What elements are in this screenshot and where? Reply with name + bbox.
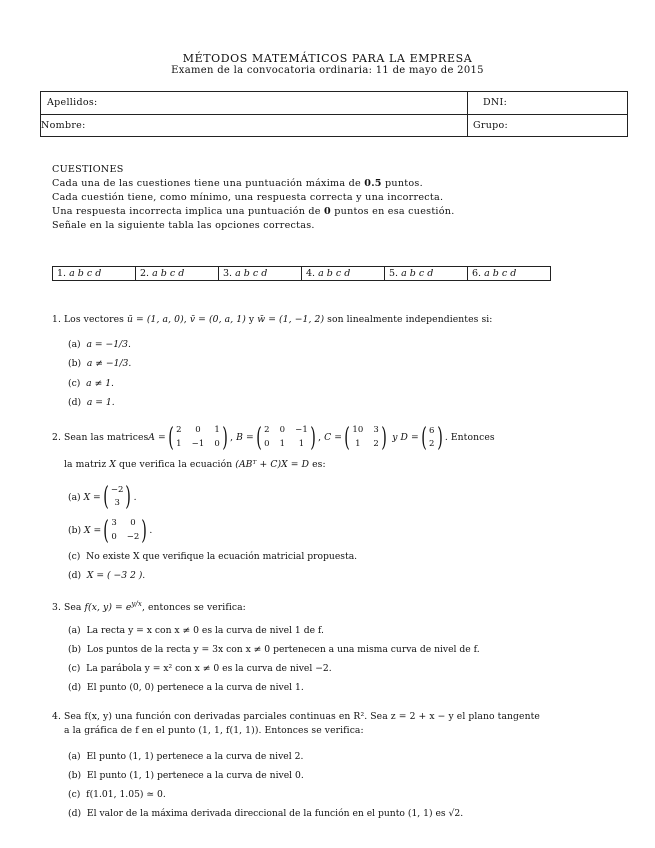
exam-title: MÉTODOS MATEMÁTICOS PARA LA EMPRESA (182, 52, 473, 65)
answer-cell-1[interactable]: 1. a b c d (53, 267, 136, 280)
q1-option-c: (c) a ≠ 1. (68, 378, 114, 389)
question-4-line-2: a la gráfica de f en el punto (1, 1, f(1, 1)). Entonces se verifica: (64, 725, 364, 736)
answer-cell-5[interactable]: 5. a b c d (385, 267, 468, 280)
matrix-d: ( 6 2 ) (421, 422, 443, 453)
instruction-line-2: Cada cuestión tiene, como mínimo, una respuesta correcta y una incorrecta. (52, 192, 444, 203)
q4-option-c: (c) f(1.01, 1.05) ≃ 0. (68, 789, 166, 800)
q4-option-d: (d) El valor de la máxima derivada direccional de la función en el punto (1, 1) es √2. (68, 808, 464, 819)
q1-option-d: (d) a = 1. (68, 397, 115, 408)
q2-option-d: (d) X = ( −3 2 ). (68, 570, 146, 581)
q3-option-a: (a) La recta y = x con x ≠ 0 es la curva de nivel 1 de f. (68, 625, 324, 636)
instructions (52, 163, 455, 233)
instruction-line-3: Una respuesta incorrecta implica una puntuación de 0 puntos en esa cuestión. (52, 206, 455, 217)
instruction-line-1: Cada una de las cuestiones tiene una puntuación máxima de 0.5 puntos. (52, 178, 423, 189)
nombre-label: Nombre: (41, 120, 86, 131)
answer-cell-4[interactable]: 4. a b c d (302, 267, 385, 280)
exam-subtitle: Examen de la convocatoria ordinaria: 11 de mayo de 2015 (171, 65, 484, 76)
q4-option-b: (b) El punto (1, 1) pertenece a la curva de nivel 0. (68, 770, 304, 781)
q1-option-b: (b) a ≠ −1/3. (68, 358, 132, 369)
question-4: 4. Sea f(x, y) una función con derivadas parciales continuas en R². Sea z = 2 + x − y el plano tangente (52, 711, 540, 722)
q2-option-a: (a) X = ( −2 3 ) . (68, 482, 137, 512)
matrix-c: ( 10 3 1 2 ) (344, 422, 387, 453)
question-3: 3. Sea f(x, $y) = e^{y/x}$, entonces se verifica: (52, 600, 246, 614)
grupo-label: Grupo: (473, 120, 509, 131)
id-row-2 (41, 115, 627, 137)
question-2-line-2: la matriz X que verifica la ecuación (ABᵀ + C)X = D es: (64, 459, 326, 470)
answer-cell-3[interactable]: 3. a b c d (219, 267, 302, 280)
q3-option-b: (b) Los puntos de la recta y = 3x con x ≠ 0 pertenecen a una misma curva de nivel de f. (68, 644, 480, 655)
q1-option-a: (a) a = −1/3. (68, 339, 131, 350)
matrix-a: ( 2 0 1 1 −1 0 ) (168, 422, 228, 453)
q2-option-b: (b) X = ( 3 0 0 −2 ) . (68, 515, 153, 546)
instruction-line-4: Señale en la siguiente tabla las opciones correctas. (52, 220, 315, 231)
q3-option-c: (c) La parábola y = x² con x ≠ 0 es la curva de nivel −2. (68, 663, 332, 674)
answer-cell-6[interactable]: 6. a b c d (472, 268, 517, 279)
question-1: 1. Los vectores ū = (1, a, 0), v̄ = (0, a, 1) y w̄ = (1, −1, 2) son linealmente independientes si: (52, 314, 493, 325)
q4-option-a: (a) El punto (1, 1) pertenece a la curva de nivel 2. (68, 751, 304, 762)
instructions-heading: CUESTIONES (52, 164, 124, 175)
q2-option-c: (c) No existe X que verifique la ecuación matricial propuesta. (68, 551, 358, 562)
matrix-b: ( 2 0 −1 0 1 1 ) (256, 422, 316, 453)
id-row-1 (41, 92, 627, 115)
dni-label: DNI: (483, 97, 508, 108)
student-id-box (40, 91, 628, 137)
answer-cell-2[interactable]: 2. a b c d (136, 267, 219, 280)
question-2: 2. Sean las matrices A = ( 2 0 1 1 −1 0 ) , B = ( 2 0 −1 0 1 1 ) , C = ( 10 3 1 2 ) y D = ( 6 2 ) . Entonces (52, 422, 495, 453)
apellidos-label: Apellidos: (47, 97, 98, 108)
q3-option-d: (d) El punto (0, 0) pertenece a la curva de nivel 1. (68, 682, 304, 693)
q2-b-matrix: ( 3 0 0 −2 ) (103, 515, 148, 546)
q2-a-vector: ( −2 3 ) (103, 482, 132, 512)
answer-table (52, 266, 551, 281)
